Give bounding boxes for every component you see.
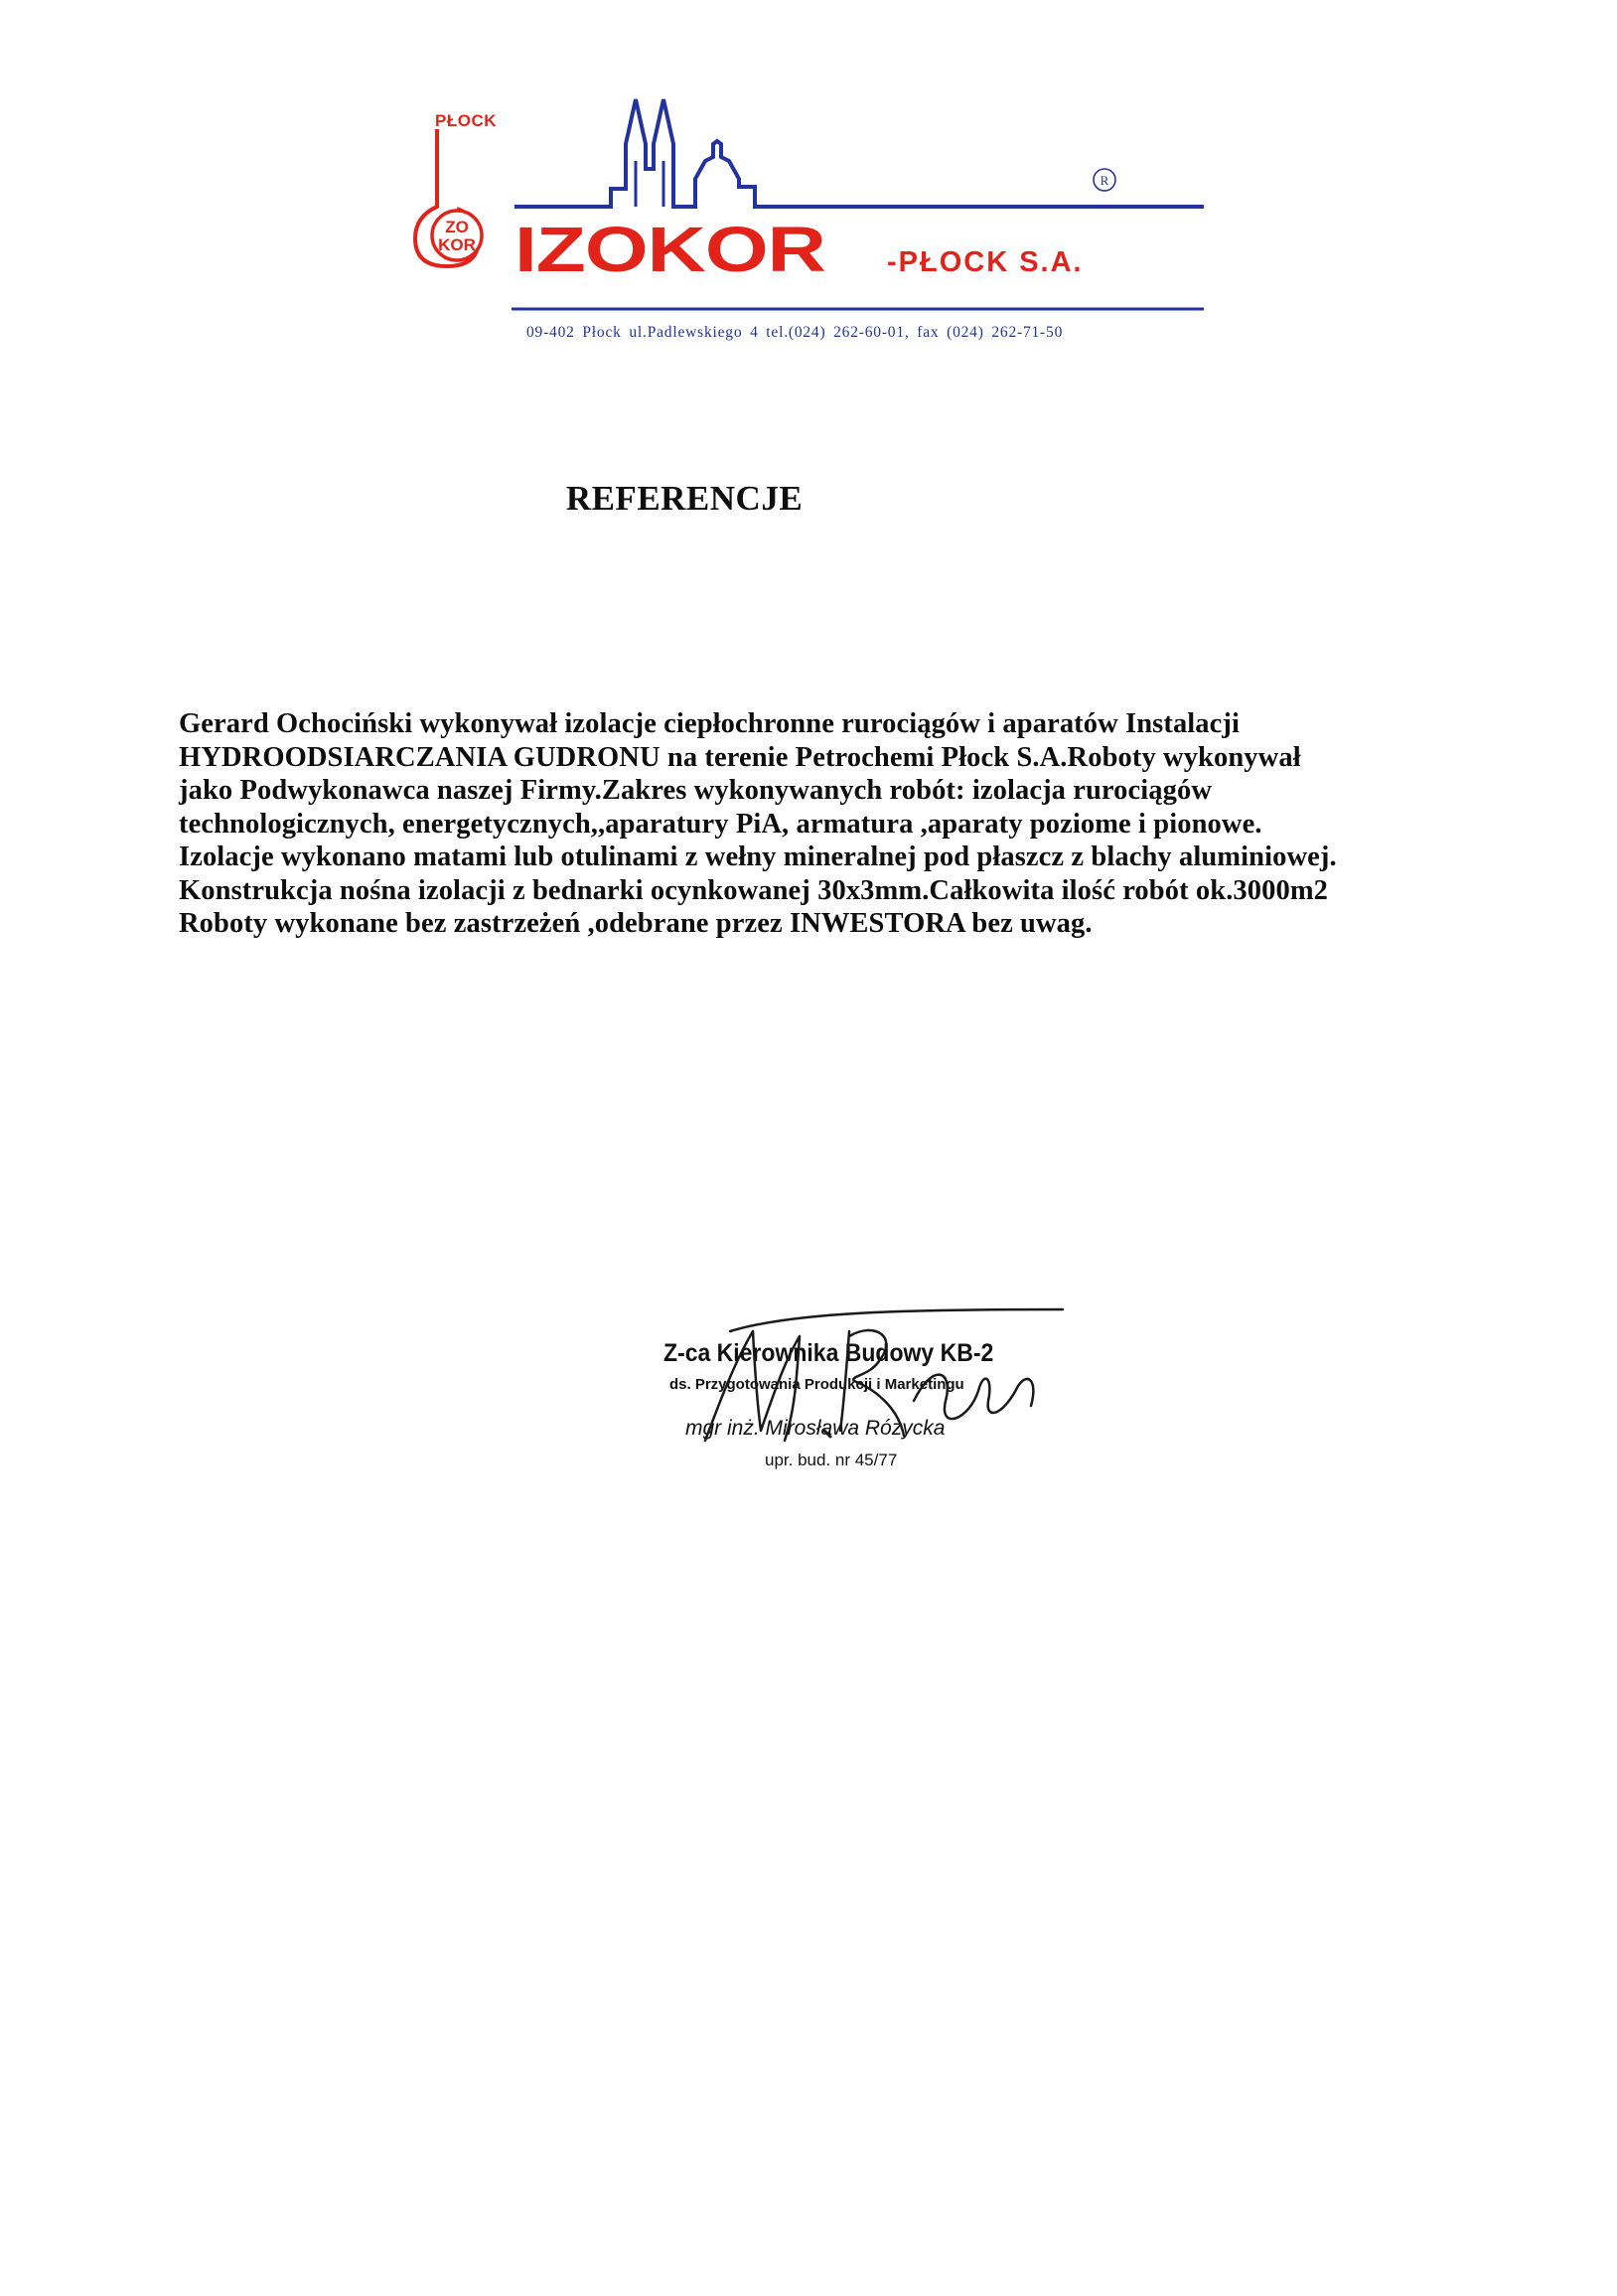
body-line: Gerard Ochociński wykonywał izolacje ciepłochronne rurociągów i aparatów Instalacji <box>179 708 1241 739</box>
company-logo <box>397 89 1222 323</box>
registered-mark: R <box>1100 173 1109 188</box>
document-title: REFERENCJE <box>565 479 804 518</box>
stamp-department: ds. Przygotowania Produkcji i Marketingu <box>669 1376 964 1393</box>
body-line: HYDROODSIARCZANIA GUDRONU na terenie Petrochemi Płock S.A.Roboty wykonywał <box>179 741 1301 773</box>
stamp-license: upr. bud. nr 45/77 <box>765 1451 898 1469</box>
body-line: jako Podwykonawca naszej Firmy.Zakres wykonywanych robót: izolacja rurociągów <box>179 775 1213 806</box>
signature-stroke-top <box>730 1309 1063 1331</box>
letterhead <box>397 89 1222 358</box>
stamp-name: mgr inż. Mirosława Różycka <box>685 1417 946 1440</box>
signature-stamp <box>636 1292 1093 1490</box>
body-line: technologicznych, energetycznych,,aparatury PiA, armatura ,aparaty poziome i pionowe. <box>179 808 1262 840</box>
letterhead-address: 09-402 Płock ul.Padlewskiego 4 tel.(024) 262-60-01, fax (024) 262-71-50 <box>526 324 1064 341</box>
letterhead-brand-name: IZOKOR <box>514 215 825 286</box>
stamp-position-title: Z-ca Kierownika Budowy KB-2 <box>663 1339 994 1367</box>
body-line: Roboty wykonane bez zastrzeżeń ,odebrane przez INWESTORA bez uwag. <box>179 908 1093 939</box>
body-line: Konstrukcja nośna izolacji z bednarki ocynkowanej 30x3mm.Całkowita ilość robót ok.3000m2 <box>179 874 1329 906</box>
letterhead-city-label: PŁOCK <box>435 111 497 130</box>
letterhead-brand-suffix: -PŁOCK S.A. <box>887 246 1084 278</box>
document-body <box>179 707 1530 941</box>
zokor-emblem-top: ZO <box>445 218 469 236</box>
body-line: Izolacje wykonano matami lub otulinami z wełny mineralnej pod płaszcz z blachy aluminiowej. <box>179 842 1337 872</box>
logo-post <box>435 129 439 191</box>
zokor-emblem-bottom: KOR <box>438 235 476 254</box>
